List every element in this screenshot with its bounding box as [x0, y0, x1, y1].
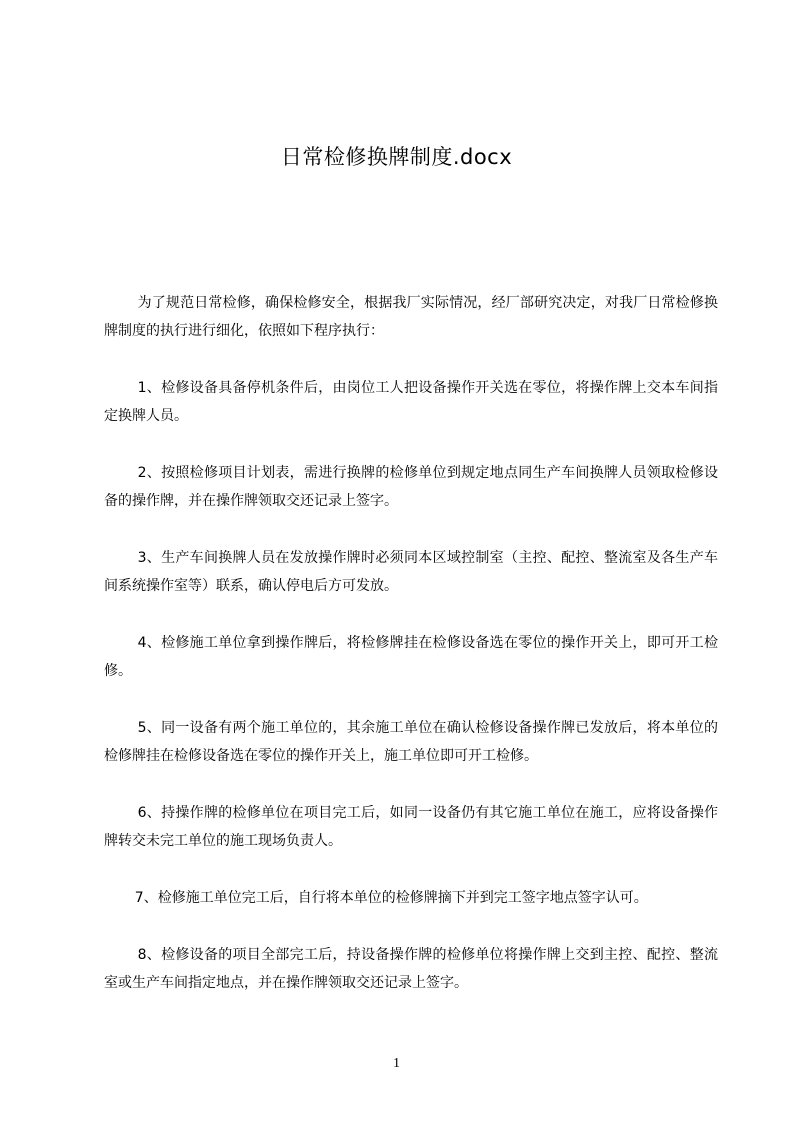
- document-body: [104, 289, 718, 1026]
- page-number: 1: [393, 1056, 400, 1071]
- procedure-step-4: 4、检修施工单位拿到操作牌后，将检修牌挂在检修设备选在零位的操作开关上，即可开工检修。: [104, 635, 718, 679]
- procedure-step-3: 3、生产车间换牌人员在发放操作牌时必须同本区域控制室（主控、配控、整流室及各生产车间系统操作室等）联系，确认停电后方可发放。: [104, 550, 718, 594]
- procedure-step-1: 1、检修设备具备停机条件后，由岗位工人把设备操作开关选在零位，将操作牌上交本车间指定换牌人员。: [104, 380, 718, 424]
- procedure-step-6: 6、持操作牌的检修单位在项目完工后，如同一设备仍有其它施工单位在施工，应将设备操作牌转交未完工单位的施工现场负责人。: [104, 805, 718, 849]
- procedure-step-8: 8、检修设备的项目全部完工后，持设备操作牌的检修单位将操作牌上交到主控、配控、整流室或生产车间指定地点，并在操作牌领取交还记录上签字。: [104, 947, 718, 991]
- procedure-step-7: 7、检修施工单位完工后，自行将本单位的检修牌摘下并到完工签字地点签字认可。: [134, 890, 648, 906]
- intro-paragraph: 为了规范日常检修，确保检修安全，根据我厂实际情况，经厂部研究决定，对我厂日常检修换牌制度的执行进行细化，依照如下程序执行：: [104, 295, 718, 339]
- procedure-step-2: 2、按照检修项目计划表，需进行换牌的检修单位到规定地点同生产车间换牌人员领取检修设备的操作牌，并在操作牌领取交还记录上签字。: [104, 465, 718, 509]
- procedure-step-5: 5、同一设备有两个施工单位的，其余施工单位在确认检修设备操作牌已发放后，将本单位的检修牌挂在检修设备选在零位的操作开关上，施工单位即可开工检修。: [104, 720, 718, 764]
- document-title: 日常检修换牌制度.docx: [280, 145, 513, 169]
